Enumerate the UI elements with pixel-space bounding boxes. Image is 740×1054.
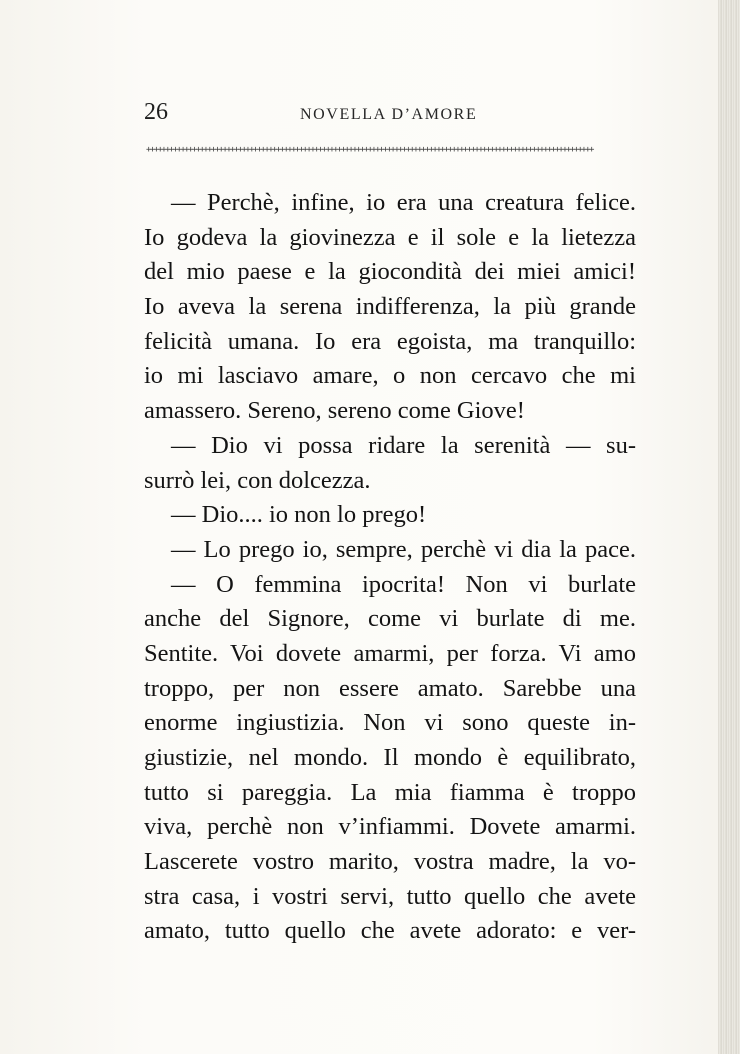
text-line: troppo, per non essere amato. Sarebbe una	[144, 674, 636, 702]
text-line: io mi lasciavo amare, o non cercavo che mi	[144, 362, 636, 390]
text-line: Lascerete vostro marito, vostra madre, la vo-	[144, 848, 636, 876]
body-text	[144, 186, 636, 949]
text-line: amato, tutto quello che avete adorato: e ver-	[144, 917, 636, 945]
text-line: enorme ingiustizia. Non vi sono queste in-	[144, 709, 636, 737]
text-line: — O femmina ipocrita! Non vi burlate	[171, 570, 636, 598]
text-line: — Dio vi possa ridare la serenità — su-	[171, 431, 636, 459]
text-line: Io aveva la serena indifferenza, la più grande	[144, 293, 636, 321]
ornamental-rule: +++++++++++++++++++++++++++++++++++++++++++++++++++++++++++++++++++++++++++++++++++++++++++++++++++++++++++++++++++++	[146, 146, 593, 154]
text-line: — Perchè, infine, io era una creatura felice.	[171, 189, 636, 216]
running-title: NOVELLA D’AMORE	[300, 106, 478, 123]
text-line: stra casa, i vostri servi, tutto quello che avete	[144, 882, 636, 910]
text-line: amassero. Sereno, sereno come Giove!	[144, 397, 525, 425]
text-line: tutto si pareggia. La mia fiamma è troppo	[144, 778, 636, 806]
text-line: — Dio.... io non lo prego!	[171, 501, 427, 529]
text-line: felicità umana. Io era egoista, ma tranquillo:	[144, 327, 636, 355]
text-line: giustizie, nel mondo. Il mondo è equilibrato,	[144, 744, 636, 771]
text-line: viva, perchè non v’infiammi. Dovete amarmi.	[144, 813, 636, 841]
text-line: surrò lei, con dolcezza.	[144, 466, 371, 494]
page-number: 26	[144, 99, 168, 125]
text-line: anche del Signore, come vi burlate di me.	[144, 605, 636, 633]
page-edge	[718, 0, 740, 1054]
text-line: Sentite. Voi dovete amarmi, per forza. Vi amo	[144, 639, 636, 667]
text-line: del mio paese e la giocondità dei miei amici!	[144, 258, 636, 286]
text-line: — Lo prego io, sempre, perchè vi dia la pace.	[171, 535, 636, 563]
text-line: Io godeva la giovinezza e il sole e la lietezza	[144, 223, 636, 251]
